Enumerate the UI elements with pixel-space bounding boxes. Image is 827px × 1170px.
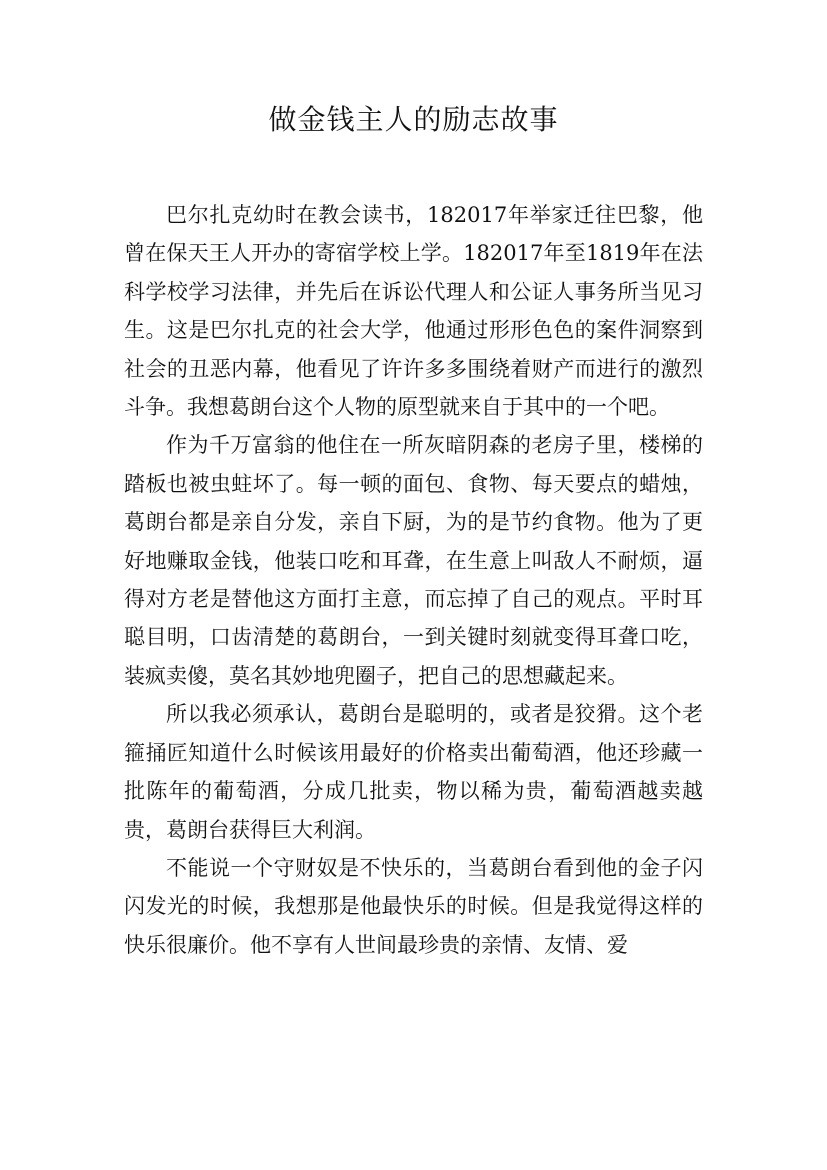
paragraph-2: 作为千万富翁的他住在一所灰暗阴森的老房子里，楼梯的踏板也被虫蛀坏了。每一顿的面包、食物、每天要点的蜡烛，葛朗台都是亲自分发，亲自下厨，为的是节约食物。他为了更好地赚取金钱，他装口吃和耳聋，在生意上叫敌人不耐烦，逼得对方老是替他这方面打主意，而忘掉了自己的观点。平时耳聪目明，口齿清楚的葛朗台，一到关键时刻就变得耳聋口吃，装疯卖傻，莫名其妙地兜圈子，把自己的思想藏起来。: [124, 433, 703, 688]
document-body: [124, 196, 703, 964]
paragraph-1: 巴尔扎克幼时在教会读书，182017年举家迁往巴黎，他曾在保天王人开办的寄宿学校上学。182017年至1819年在法科学校学习法律，并先后在诉讼代理人和公证人事务所当见习生。这是巴尔扎克的社会大学，他通过形形色色的案件洞察到社会的丑恶内幕，他看见了许许多多围绕着财产而进行的激烈斗争。我想葛朗台这个人物的原型就来自于其中的一个吧。: [124, 203, 703, 420]
paragraph-4: 不能说一个守财奴是不快乐的，当葛朗台看到他的金子闪闪发光的时候，我想那是他最快乐的时候。但是我觉得这样的快乐很廉价。他不享有人世间最珍贵的亲情、友情、爱: [124, 855, 703, 957]
paragraph-3: 所以我必须承认，葛朗台是聪明的，或者是狡猾。这个老箍捅匠知道什么时候该用最好的价格卖出葡萄酒，他还珍藏一批陈年的葡萄酒，分成几批卖，物以稀为贵，葡萄酒越卖越贵，葛朗台获得巨大利润。: [124, 702, 703, 842]
document-title: 做金钱主人的励志故事: [268, 103, 559, 136]
